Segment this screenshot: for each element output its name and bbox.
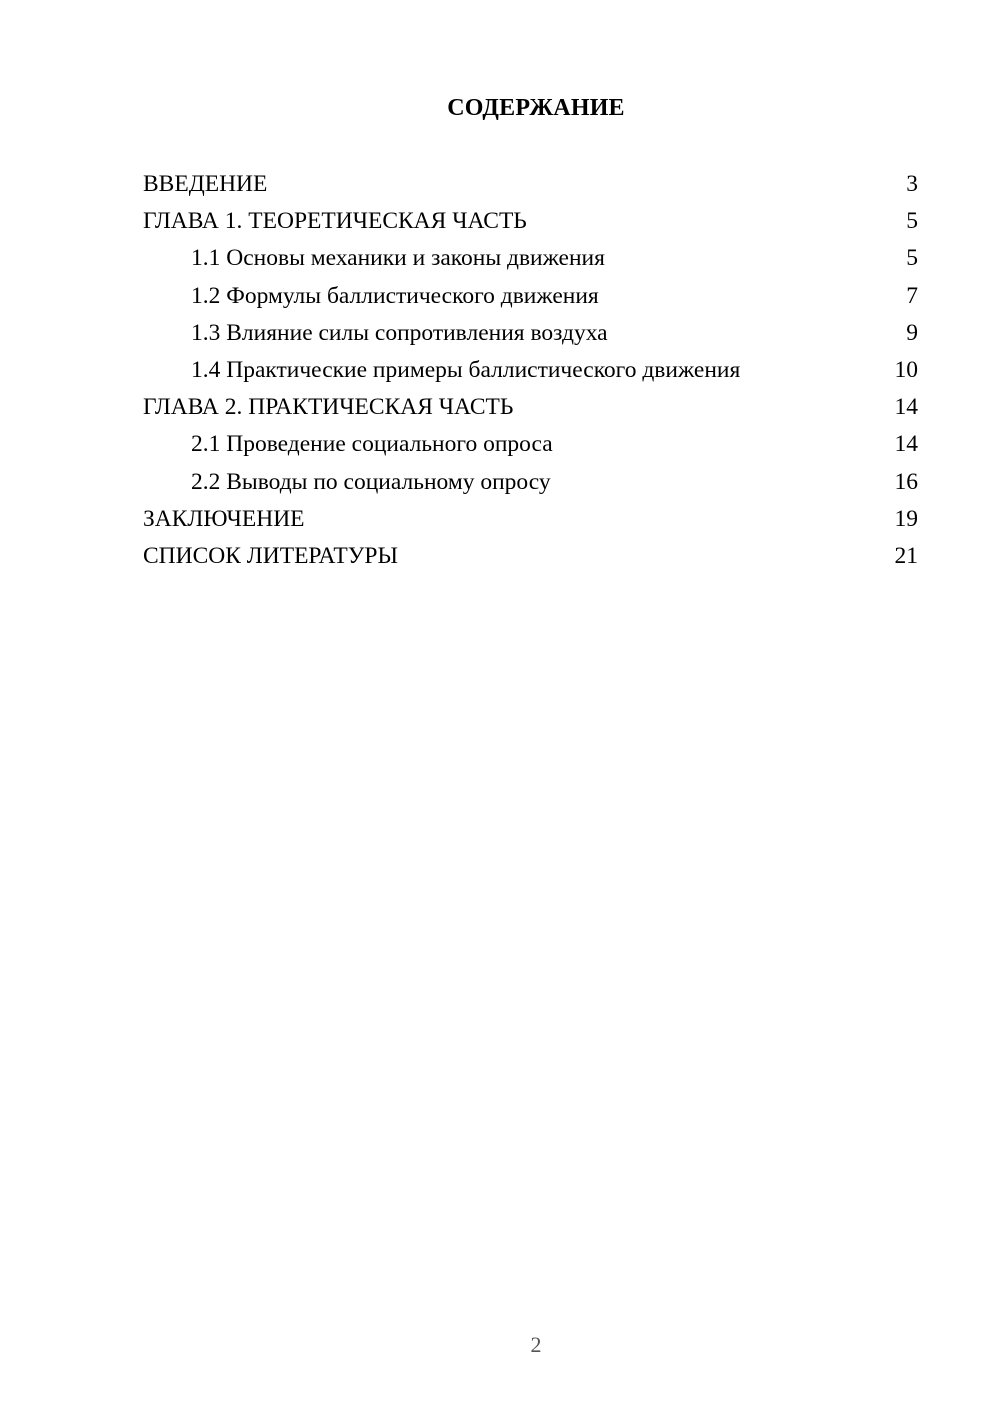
toc-entry-page: 5 xyxy=(906,208,918,235)
page-number: 2 xyxy=(530,1332,542,1357)
toc-entry-label: 1.3 Влияние силы сопротивления воздуха xyxy=(191,319,608,346)
toc-entry-page: 5 xyxy=(906,245,918,272)
toc-entry-page: 14 xyxy=(894,394,918,421)
toc-entry-page: 10 xyxy=(894,356,918,383)
toc-entry-page: 3 xyxy=(906,171,918,197)
toc-entry-page: 14 xyxy=(894,431,918,458)
toc-entry-label: ГЛАВА 2. ПРАКТИЧЕСКАЯ ЧАСТЬ xyxy=(143,394,514,421)
toc-entry-chapter-2[interactable] xyxy=(143,389,918,426)
toc-entry-chapter-1[interactable] xyxy=(143,203,918,240)
toc-entry-page: 16 xyxy=(894,468,918,495)
toc-entry-section-2-2[interactable] xyxy=(143,464,918,501)
toc-entry-page: 21 xyxy=(894,542,918,569)
toc-entry-conclusion[interactable] xyxy=(143,501,918,538)
toc-entry-label: ЗАКЛЮЧЕНИЕ xyxy=(143,505,305,532)
toc-title: СОДЕРЖАНИЕ xyxy=(447,95,625,121)
toc-entry-section-1-3[interactable] xyxy=(143,315,918,352)
toc-entry-section-2-1[interactable] xyxy=(143,426,918,463)
toc-entry-introduction[interactable] xyxy=(143,166,918,203)
toc-entry-label: ВВЕДЕНИЕ xyxy=(143,171,268,197)
toc-entry-page: 7 xyxy=(906,282,918,309)
toc-entry-label: 2.1 Проведение социального опроса xyxy=(191,431,553,458)
toc-entry-page: 9 xyxy=(906,319,918,346)
toc-entry-label: 2.2 Выводы по социальному опросу xyxy=(191,468,551,495)
toc-entry-label: 1.4 Практические примеры баллистического движения xyxy=(191,356,741,383)
toc-entry-section-1-1[interactable] xyxy=(143,240,918,277)
toc-entry-label: 1.2 Формулы баллистического движения xyxy=(191,282,599,309)
toc-entry-label: СПИСОК ЛИТЕРАТУРЫ xyxy=(143,542,398,569)
toc-entry-page: 19 xyxy=(894,505,918,532)
toc-entry-label: 1.1 Основы механики и законы движения xyxy=(191,245,605,272)
toc-entry-references[interactable] xyxy=(143,538,918,575)
toc-entry-label: ГЛАВА 1. ТЕОРЕТИЧЕСКАЯ ЧАСТЬ xyxy=(143,208,527,235)
table-of-contents xyxy=(143,166,918,575)
toc-entry-section-1-4[interactable] xyxy=(143,352,918,389)
toc-entry-section-1-2[interactable] xyxy=(143,278,918,315)
